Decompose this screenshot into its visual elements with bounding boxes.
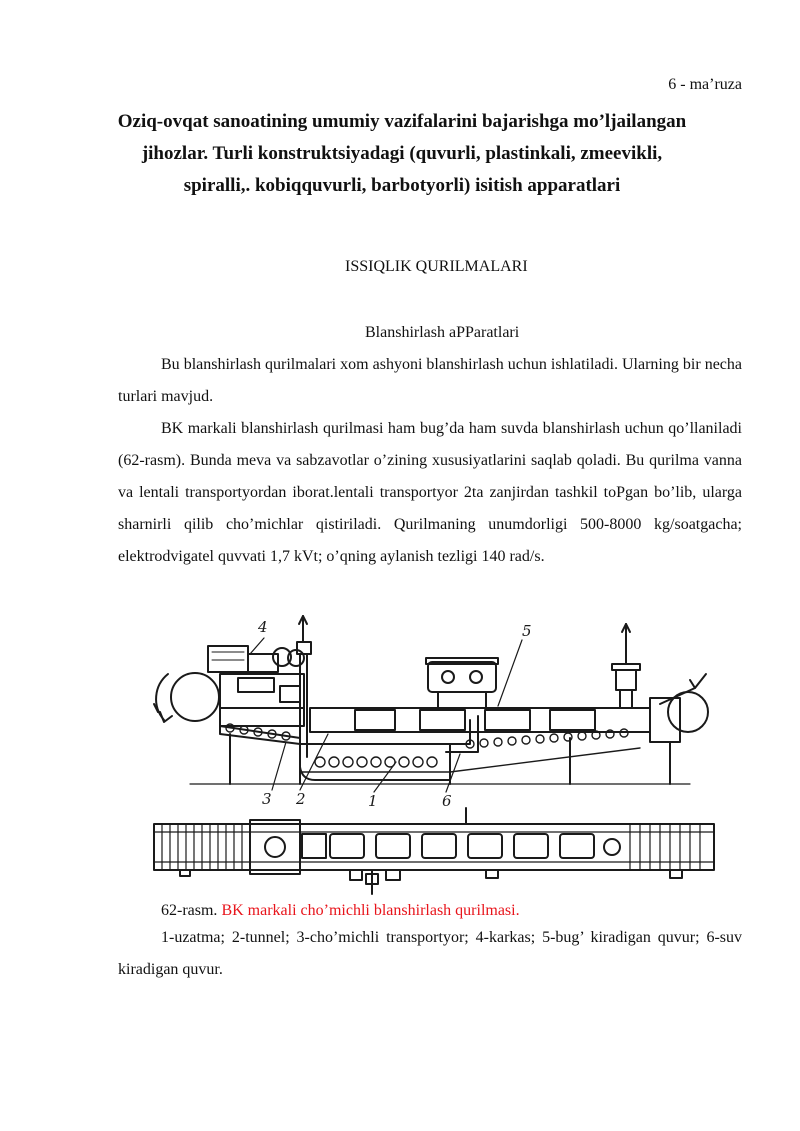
lecture-number: 6 - ma’ruza <box>668 76 742 93</box>
page-title: Oziq-ovqat sanoatining umumiy vazifalarini bajarishga mo’ljailangan jihozlar. Turli konstruktsiyadagi (quvurli, plastinkali, zmeevikli, spiralli,. kobiqquvurli, barbotyorli) isitish apparatlari <box>117 111 687 196</box>
callout-3: 3 <box>262 790 272 808</box>
paragraph-bk-description: BK markali blanshirlash qurilmasi ham bug’da ham suvda blanshirlash uchun qo’llaniladi (62-rasm). Bunda meva va sabzavotlar o’zining xususiyatlarini saqlab qoladi. Bu qurilma vanna va lentali transportyordan iborat.lentali transportyor 2ta zanjirdan tashkil toPgan bo’lib, ularga sharnirli qilib cho’michlar qistiriladi. Qurilmaning unumdorligi 500-8000 kg/soatgacha; elektrodvigatel quvvati 1,7 kVt; o’qning aylanish tezligi 140 rad/s. <box>118 420 742 565</box>
figure-caption-title: BK markali cho’michli blanshirlash qurilmasi. <box>221 902 520 919</box>
blancher-technical-drawing <box>150 612 725 902</box>
figure-number: 62-rasm. <box>161 902 218 919</box>
section-title: Blanshirlash aPParatlari <box>365 324 520 341</box>
page-subtitle: ISSIQLIK QURILMALARI <box>345 258 528 275</box>
callout-5: 5 <box>522 622 532 640</box>
figure-caption <box>161 902 520 920</box>
figure-legend: 1-uzatma; 2-tunnel; 3-cho’michli transportyor; 4-karkas; 5-bug’ kiradigan quvur; 6-suv kiradigan quvur. <box>118 929 742 978</box>
paragraph-intro: Bu blanshirlash qurilmalari xom ashyoni blanshirlash uchun ishlatiladi. Ularning bir necha turlari mavjud. <box>118 356 742 405</box>
plan-view <box>154 808 714 894</box>
callout-6: 6 <box>442 792 452 810</box>
side-view <box>154 616 708 792</box>
callout-2: 2 <box>296 790 306 808</box>
callout-4: 4 <box>258 618 268 636</box>
callout-1: 1 <box>368 792 378 810</box>
